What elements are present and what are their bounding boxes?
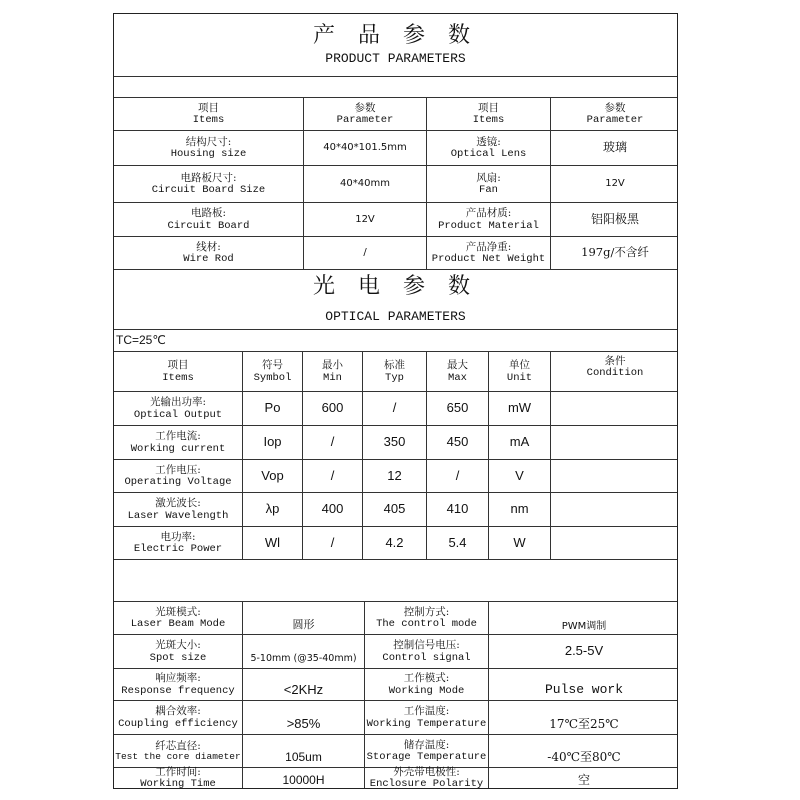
table-row xyxy=(114,668,677,700)
header-items-en: Items xyxy=(192,114,225,126)
row-label-cn: 电路板: xyxy=(190,207,227,220)
row-label-cn: 电路板尺寸: xyxy=(180,171,237,184)
header-items-cn: 项目 xyxy=(198,101,219,114)
row-label-en: Working Time xyxy=(140,778,216,790)
row-value: <2KHz xyxy=(283,682,324,698)
row-label-en: Enclosure Polarity xyxy=(369,778,484,790)
typ-cell: 405 xyxy=(383,501,406,517)
min-cell: / xyxy=(330,434,335,450)
table-row xyxy=(114,526,677,559)
row-label-en: Circuit Board xyxy=(167,219,250,232)
table-row xyxy=(114,130,677,165)
optical-title-en: OPTICAL PARAMETERS xyxy=(325,308,466,324)
row-label-en: Spot size xyxy=(149,651,207,664)
col-head-cn: 最小 xyxy=(322,359,343,372)
row-label-cn: 响应频率: xyxy=(155,672,201,685)
row-value: 10000H xyxy=(282,773,325,788)
typ-cell: 12 xyxy=(387,467,402,483)
min-cell: 600 xyxy=(321,400,344,416)
min-cell: / xyxy=(330,534,335,550)
symbol-cell: Wl xyxy=(264,534,281,550)
spacer-row xyxy=(114,76,677,97)
row-label-en: Product Net Weight xyxy=(431,253,546,265)
row-label-cn: 工作电流: xyxy=(155,430,201,443)
symbol-cell: λp xyxy=(265,501,280,517)
row-label-cn: 耦合效率: xyxy=(155,705,201,718)
col-head-cn: 单位 xyxy=(509,359,530,372)
row-label-cn: 电功率: xyxy=(160,530,196,543)
optical-header-row xyxy=(114,351,677,391)
table-row xyxy=(114,425,677,459)
row-label-cn: 控制方式: xyxy=(403,605,450,618)
row-label-en: Test the core diameter xyxy=(115,750,241,762)
row-label-cn: 光输出功率: xyxy=(149,396,207,409)
col-head-cn: 条件 xyxy=(604,355,626,367)
row-label-en: Working Temperature xyxy=(366,717,487,730)
row-label-en: Working Mode xyxy=(388,684,465,697)
row-label-en: Optical Output xyxy=(133,408,223,421)
row-label-en: Housing size xyxy=(170,148,247,160)
col-head-cn: 项目 xyxy=(167,359,189,372)
row-value: >85% xyxy=(286,716,321,732)
unit-cell: nm xyxy=(510,501,529,517)
row-label-en: Control signal xyxy=(382,651,471,664)
unit-cell: mA xyxy=(509,434,530,450)
row-value: 197g/不含纤 xyxy=(581,245,649,260)
row-label-en: The control mode xyxy=(376,618,477,630)
row-label-cn: 光斑模式: xyxy=(155,605,201,618)
row-label-cn: 控制信号电压: xyxy=(393,639,460,652)
col-head-en: Max xyxy=(448,371,467,384)
row-value: 12V xyxy=(605,178,625,190)
row-label-cn: 工作温度: xyxy=(403,705,450,718)
row-label-en: Fan xyxy=(479,184,498,196)
tc-row xyxy=(114,329,677,351)
row-value: -40℃至80℃ xyxy=(547,750,621,765)
col-head-cn: 标准 xyxy=(384,359,405,372)
row-label-cn: 透镜: xyxy=(476,135,501,148)
max-cell: 650 xyxy=(446,400,469,416)
row-value: 105um xyxy=(285,750,322,765)
row-value: 2.5-5V xyxy=(564,643,604,659)
row-label-en: Working current xyxy=(130,442,226,455)
typ-cell: 350 xyxy=(383,434,406,450)
row-value: 空 xyxy=(577,773,590,788)
row-label-en: Wire Rod xyxy=(183,253,234,265)
table-row xyxy=(114,391,677,425)
col-head-en: Items xyxy=(162,371,194,384)
product-title-en: PRODUCT PARAMETERS xyxy=(325,51,466,67)
min-cell: 400 xyxy=(321,501,344,517)
header-items-cn-2: 项目 xyxy=(478,101,499,114)
unit-cell: V xyxy=(515,467,524,483)
header-param-en-2: Parameter xyxy=(586,114,644,126)
row-value: 5-10mm (@35-40mm) xyxy=(250,653,357,665)
tc-label: TC=25℃ xyxy=(116,332,166,347)
row-value: PWM调制 xyxy=(561,620,607,632)
row-value: 40*40mm xyxy=(340,178,390,190)
table-row xyxy=(114,601,677,634)
header-param-cn-2: 参数 xyxy=(604,101,626,114)
row-label-en: Circuit Board Size xyxy=(151,184,266,196)
table-row xyxy=(114,492,677,526)
row-label-cn: 工作模式: xyxy=(403,672,450,685)
table-row xyxy=(114,202,677,236)
row-label-en: Laser Beam Mode xyxy=(130,618,226,630)
row-label-cn: 工作时间: xyxy=(155,765,201,778)
spacer-row xyxy=(114,559,677,601)
col-head-en: Unit xyxy=(506,371,533,384)
max-cell: 410 xyxy=(446,501,469,517)
typ-cell: 4.2 xyxy=(385,534,404,550)
product-title-cn: 产 品 参 数 xyxy=(313,22,478,48)
col-head-cn: 符号 xyxy=(262,359,283,372)
header-param-en: Parameter xyxy=(336,114,394,126)
row-label-cn: 激光波长: xyxy=(155,497,201,510)
min-cell: / xyxy=(330,467,335,483)
table-row xyxy=(114,236,677,269)
row-label-cn: 储存温度: xyxy=(403,738,450,751)
unit-cell: mW xyxy=(507,400,532,416)
row-label-cn: 产品材质: xyxy=(465,207,512,220)
row-value: 玻璃 xyxy=(602,140,627,155)
row-label-cn: 风扇: xyxy=(476,171,501,184)
row-value: 铝阳极黑 xyxy=(590,211,639,226)
row-value: / xyxy=(363,247,367,259)
row-label-cn: 线材: xyxy=(196,240,221,253)
row-value: Pulse work xyxy=(544,682,623,698)
row-label-cn: 产品净重: xyxy=(465,240,512,253)
col-head-en: Typ xyxy=(385,371,404,384)
optical-title-cn: 光 电 参 数 xyxy=(313,274,478,300)
unit-cell: W xyxy=(513,534,526,550)
table-row xyxy=(114,734,677,767)
symbol-cell: Po xyxy=(264,400,281,416)
row-label-en: Electric Power xyxy=(133,543,223,555)
row-label-en: Optical Lens xyxy=(450,148,527,160)
col-head-en: Symbol xyxy=(253,371,292,384)
row-label-cn: 外壳带电极性: xyxy=(393,765,460,778)
row-label-en: Product Material xyxy=(438,219,539,232)
row-value: 40*40*101.5mm xyxy=(323,142,407,154)
row-value: 圆形 xyxy=(292,618,315,632)
row-label-cn: 纤芯直径: xyxy=(155,739,201,752)
max-cell: 5.4 xyxy=(448,534,467,550)
symbol-cell: Vop xyxy=(261,467,284,483)
row-label-cn: 工作电压: xyxy=(155,463,201,476)
max-cell: / xyxy=(455,467,460,483)
table-row xyxy=(114,165,677,202)
header-items-en-2: Items xyxy=(472,114,505,126)
table-row xyxy=(114,700,677,734)
row-value: 12V xyxy=(355,213,375,225)
table-row xyxy=(114,767,677,788)
row-label-en: Operating Voltage xyxy=(124,476,232,488)
row-label-cn: 光斑大小: xyxy=(155,639,201,652)
optical-title-block xyxy=(114,269,677,329)
header-param-cn: 参数 xyxy=(354,101,376,114)
col-head-cn: 最大 xyxy=(447,359,468,372)
max-cell: 450 xyxy=(446,434,469,450)
table-row xyxy=(114,459,677,492)
row-label-cn: 结构尺寸: xyxy=(185,135,232,148)
row-label-en: Response frequency xyxy=(121,684,235,697)
product-header-row xyxy=(114,97,677,130)
product-title-block xyxy=(114,14,677,76)
row-value: 17℃至25℃ xyxy=(549,717,619,732)
row-label-en: Storage Temperature xyxy=(366,751,487,763)
symbol-cell: Iop xyxy=(263,434,282,450)
typ-cell: / xyxy=(392,400,397,416)
row-label-en: Coupling efficiency xyxy=(118,717,238,730)
col-head-en: Min xyxy=(323,371,342,384)
spec-sheet xyxy=(113,13,678,789)
row-label-en: Laser Wavelength xyxy=(127,509,229,522)
col-head-en: Condition xyxy=(586,367,644,380)
table-row xyxy=(114,634,677,668)
